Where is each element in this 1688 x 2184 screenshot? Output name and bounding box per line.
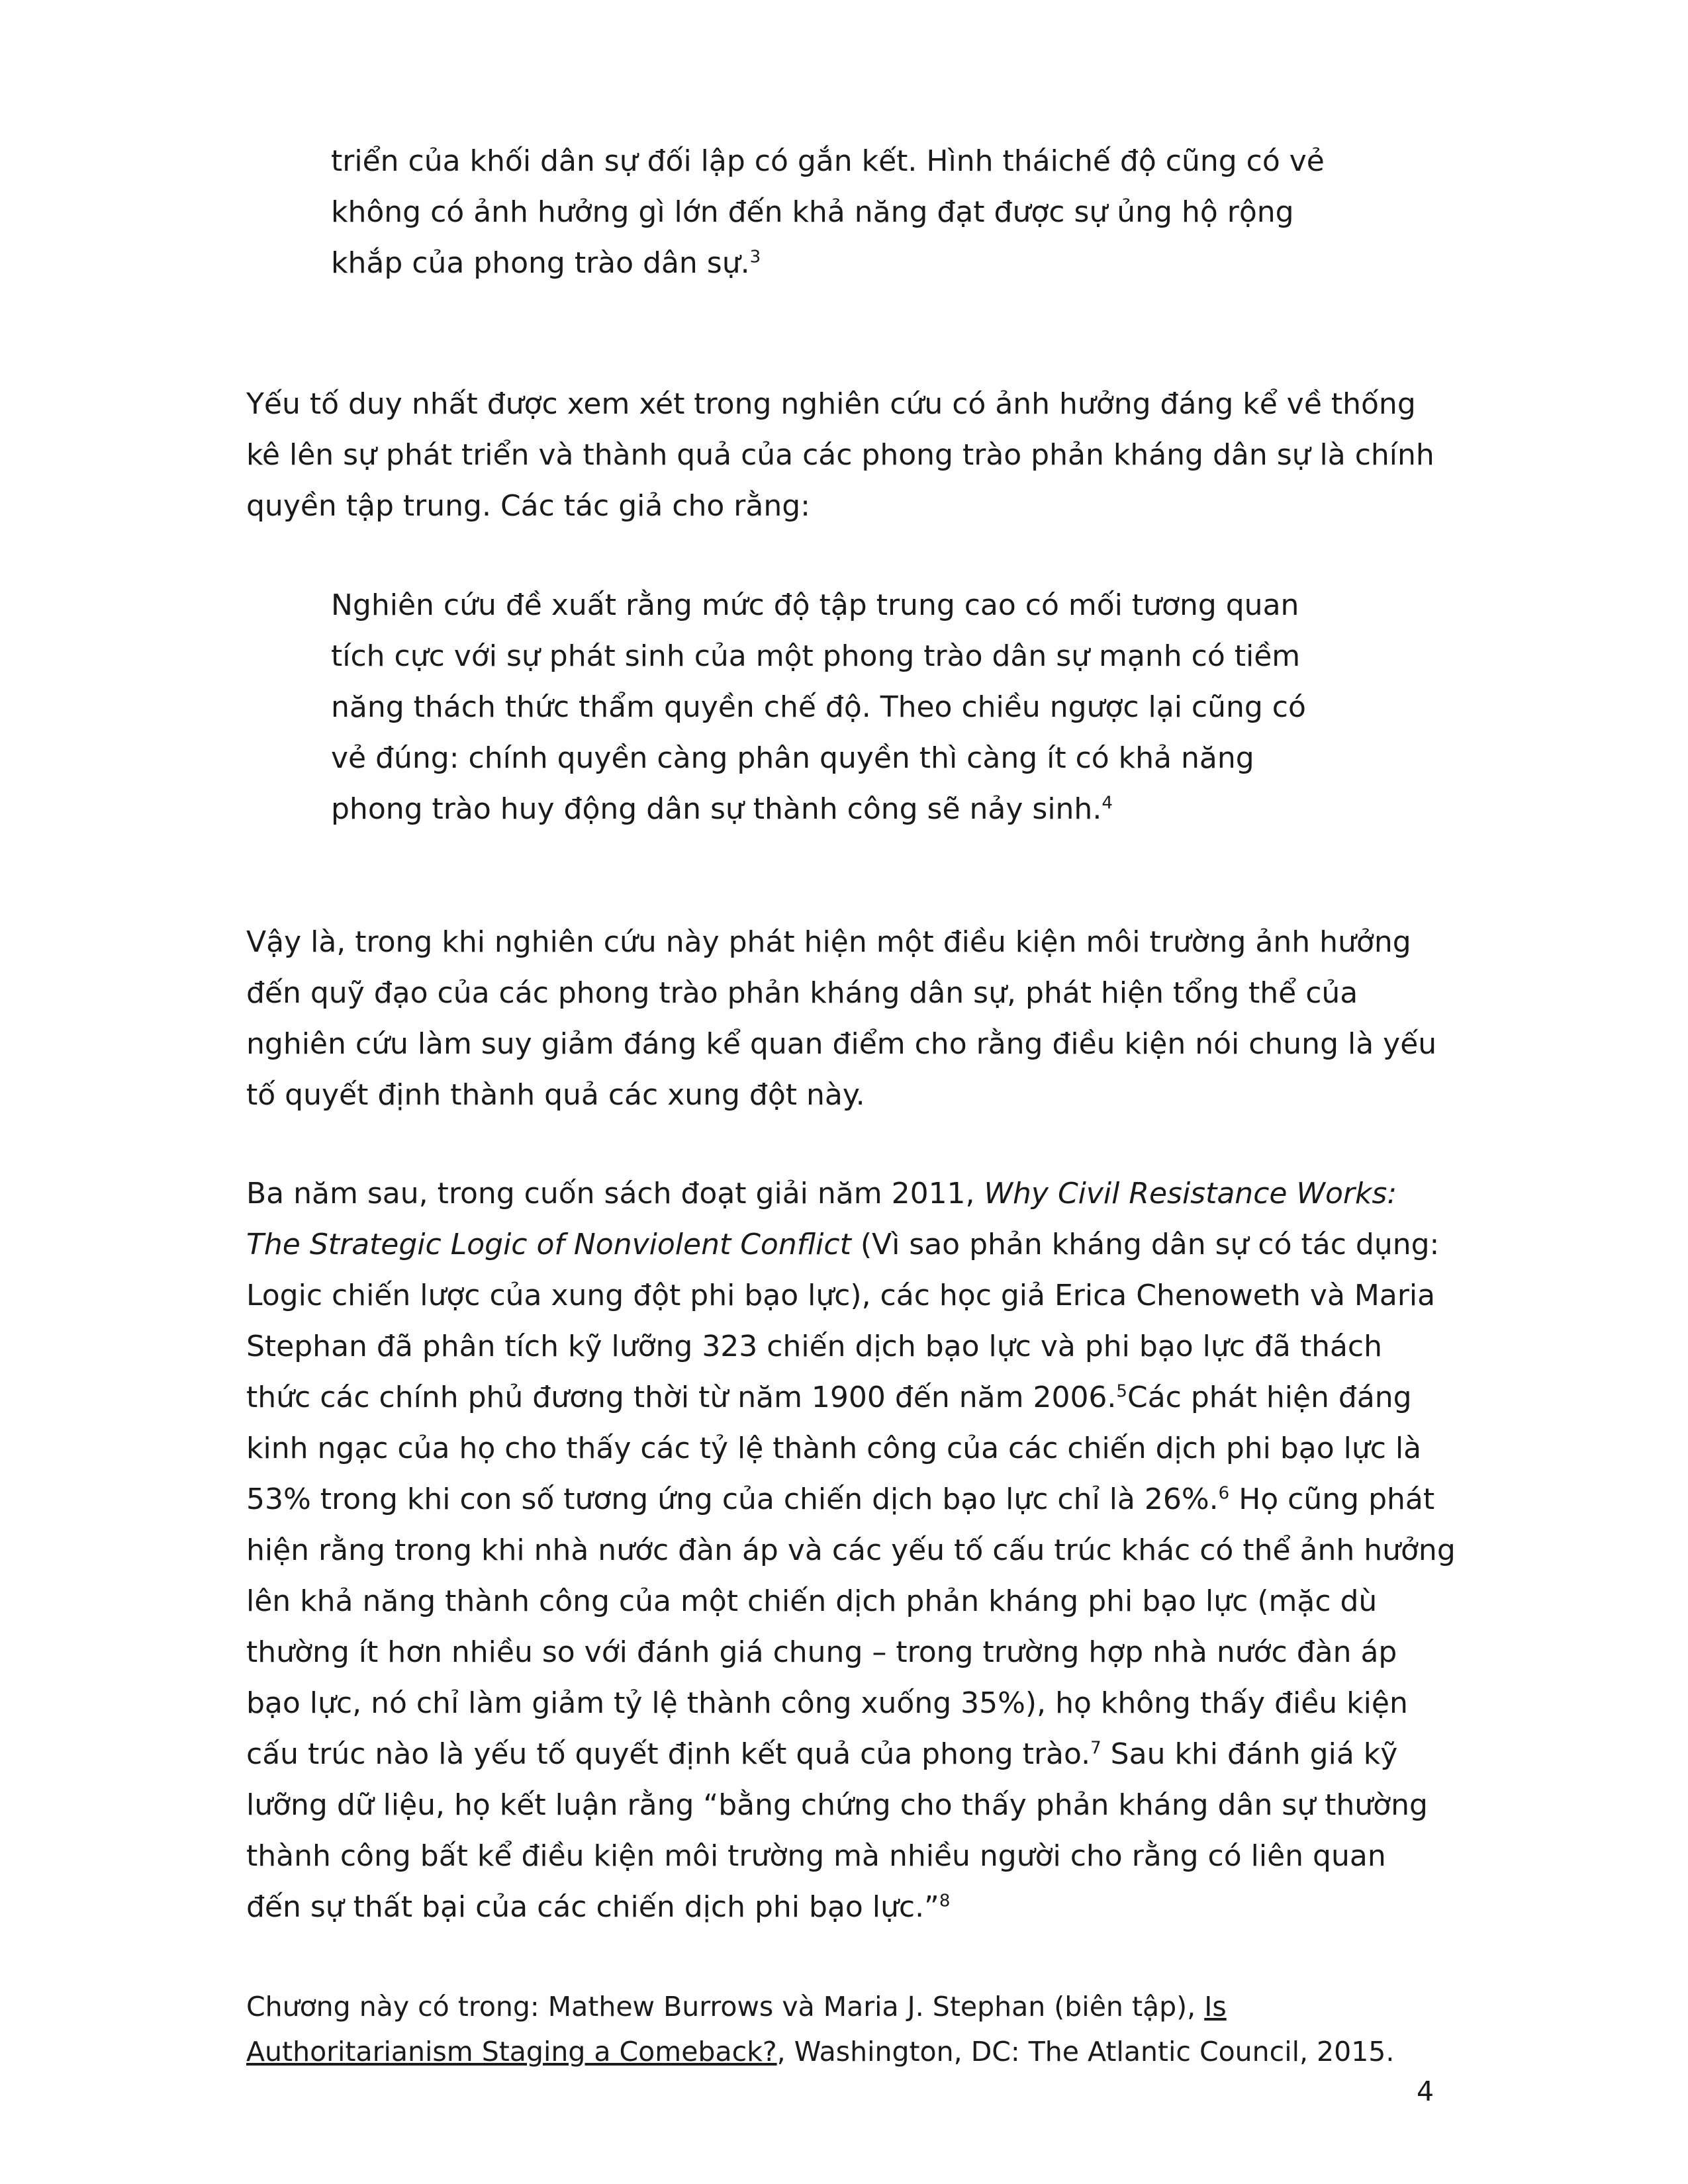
paragraph-2 xyxy=(246,917,1451,1120)
text-line: Vậy là, trong khi nghiên cứu này phát hiện một điều kiện môi trường ảnh hưởng xyxy=(246,925,1411,959)
text-line: lên khả năng thành công của một chiến dịch phản kháng phi bạo lực (mặc dù xyxy=(246,1584,1378,1618)
text-line: đến quỹ đạo của các phong trào phản kháng dân sự, phát hiện tổng thể của xyxy=(246,976,1358,1010)
quote-line: khắp của phong trào dân sự.$^3$ xyxy=(331,246,761,280)
block-quote-1 xyxy=(331,136,1364,289)
text-line: tố quyết định thành quả các xung đột này. xyxy=(246,1078,865,1112)
quote-line: vẻ đúng: chính quyền càng phân quyền thì càng ít có khả năng xyxy=(331,741,1254,775)
quote-line: không có ảnh hưởng gì lớn đến khả năng đạt được sự ủng hộ rộng xyxy=(331,195,1294,229)
text-line: bạo lực, nó chỉ làm giảm tỷ lệ thành công xuống 35%), họ không thấy điều kiện xyxy=(246,1686,1408,1720)
text-line: thường ít hơn nhiều so với đánh giá chung – trong trường hợp nhà nước đàn áp xyxy=(246,1635,1397,1669)
source-note xyxy=(246,1984,1491,2074)
paragraph-1 xyxy=(246,379,1451,531)
text-line: lưỡng dữ liệu, họ kết luận rằng “bằng chứng cho thấy phản kháng dân sự thường xyxy=(246,1788,1428,1822)
book-title: Why Civil Resistance Works: xyxy=(984,1177,1397,1210)
page-number: 4 xyxy=(1417,2075,1434,2107)
quote-line: năng thách thức thẩm quyền chế độ. Theo chiều ngược lại cũng có xyxy=(331,690,1306,724)
source-link[interactable]: Authoritarianism Staging a Comeback? xyxy=(246,2036,777,2068)
text-line: Logic chiến lược của xung đột phi bạo lực), các học giả Erica Chenoweth và Maria xyxy=(246,1279,1436,1312)
footnote-ref[interactable]: 4 xyxy=(1102,793,1113,813)
text-line: cấu trúc nào là yếu tố quyết định kết quả của phong trào.$^7$ Sau khi đánh giá kỹ xyxy=(246,1737,1398,1771)
block-quote-2 xyxy=(331,580,1364,835)
text-line: Yếu tố duy nhất được xem xét trong nghiên cứu có ảnh hưởng đáng kể về thống xyxy=(246,387,1416,421)
note-line: Authoritarianism Staging a Comeback?, Washington, DC: The Atlantic Council, 2015. xyxy=(246,2036,1395,2068)
quote-line: triển của khối dân sự đối lập có gắn kết. Hình tháichế độ cũng có vẻ xyxy=(331,144,1325,178)
source-link[interactable]: Is xyxy=(1204,1991,1227,2023)
footnote-ref[interactable]: 7 xyxy=(1090,1738,1102,1758)
text-line: đến sự thất bại của các chiến dịch phi bạo lực.”$^8$ xyxy=(246,1890,951,1924)
paragraph-3 xyxy=(246,1168,1456,1933)
quote-line: Nghiên cứu đề xuất rằng mức độ tập trung cao có mối tương quan xyxy=(331,588,1299,622)
quote-line: tích cực với sự phát sinh của một phong trào dân sự mạnh có tiềm xyxy=(331,639,1301,673)
text-line: The Strategic Logic of Nonviolent Conflict (Vì sao phản kháng dân sự có tác dụng: xyxy=(246,1228,1440,1261)
text-line: Ba năm sau, trong cuốn sách đoạt giải năm 2011, Why Civil Resistance Works: xyxy=(246,1177,1397,1210)
footnote-ref[interactable]: 8 xyxy=(939,1891,951,1911)
text-line: Stephan đã phân tích kỹ lưỡng 323 chiến dịch bạo lực và phi bạo lực đã thách xyxy=(246,1330,1382,1363)
quote-line: phong trào huy động dân sự thành công sẽ nảy sinh.$^4$ xyxy=(331,792,1113,826)
text-line: nghiên cứu làm suy giảm đáng kể quan điểm cho rằng điều kiện nói chung là yếu xyxy=(246,1027,1437,1061)
text-line: 53% trong khi con số tương ứng của chiến dịch bạo lực chỉ là 26%.$^6$ Họ cũng phát xyxy=(246,1482,1435,1516)
text-line: hiện rằng trong khi nhà nước đàn áp và các yếu tố cấu trúc khác có thể ảnh hưởng xyxy=(246,1533,1456,1567)
footnote-ref[interactable]: 5 xyxy=(1116,1381,1127,1402)
footnote-ref[interactable]: 3 xyxy=(749,247,761,267)
text-line: quyền tập trung. Các tác giả cho rằng: xyxy=(246,489,810,523)
text-line: thức các chính phủ đương thời từ năm 1900 đến năm 2006.$^5$Các phát hiện đáng xyxy=(246,1381,1412,1414)
text-line: kê lên sự phát triển và thành quả của các phong trào phản kháng dân sự là chính xyxy=(246,438,1434,472)
book-title: The Strategic Logic of Nonviolent Conflict xyxy=(246,1228,851,1261)
note-line: Chương này có trong: Mathew Burrows và Maria J. Stephan (biên tập), Is xyxy=(246,1991,1227,2023)
text-line: thành công bất kể điều kiện môi trường mà nhiều người cho rằng có liên quan xyxy=(246,1839,1386,1873)
text-line: kinh ngạc của họ cho thấy các tỷ lệ thành công của các chiến dịch phi bạo lực là xyxy=(246,1432,1422,1465)
footnote-ref[interactable]: 6 xyxy=(1218,1483,1230,1504)
